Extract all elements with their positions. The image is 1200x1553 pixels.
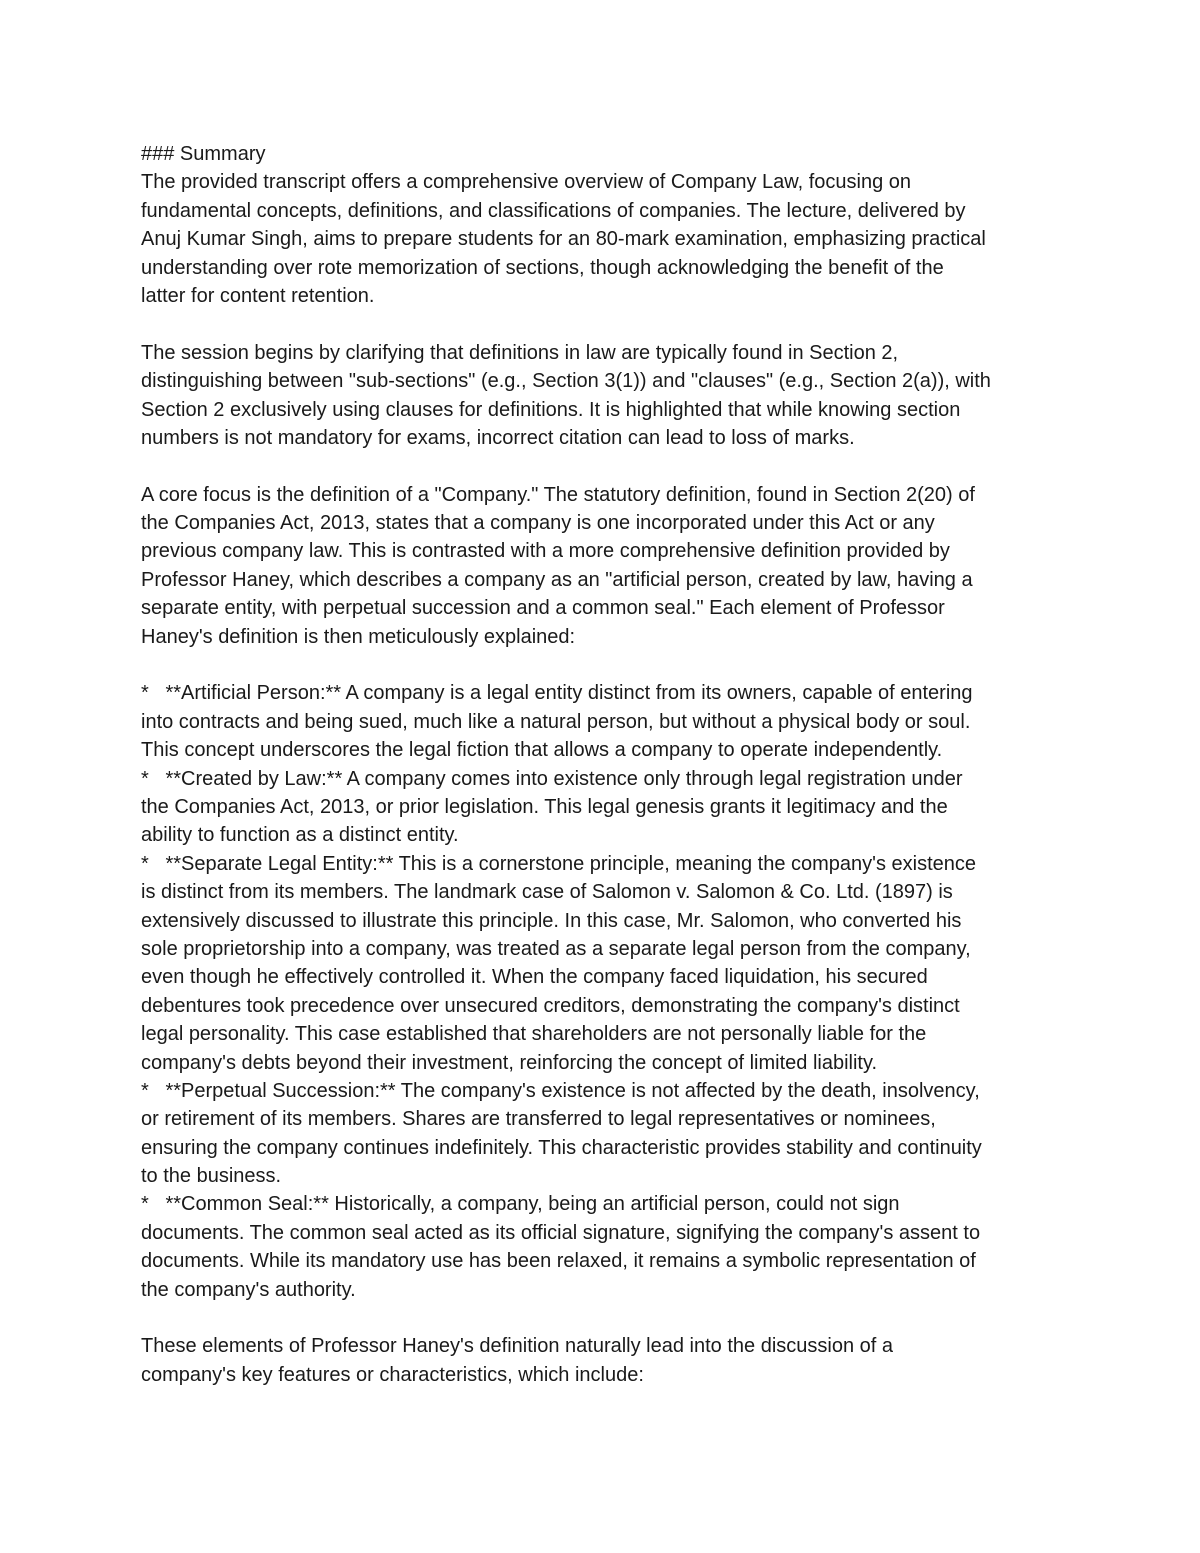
text-line: into contracts and being sued, much like a natural person, but without a physical body or soul. bbox=[141, 710, 971, 733]
text-line: ability to function as a distinct entity. bbox=[141, 824, 459, 847]
summary-section-intro bbox=[141, 140, 1071, 310]
text-line: the Companies Act, 2013, or prior legislation. This legal genesis grants it legitimacy and the bbox=[141, 795, 948, 818]
text-line: the Companies Act, 2013, states that a company is one incorporated under this Act or any bbox=[141, 512, 935, 535]
paragraph-definitions bbox=[141, 339, 1071, 453]
text-line: This concept underscores the legal fiction that allows a company to operate independently. bbox=[141, 739, 943, 762]
text-line: * **Created by Law:** A company comes into existence only through legal registration under bbox=[141, 767, 963, 790]
text-line: even though he effectively controlled it. When the company faced liquidation, his secured bbox=[141, 966, 928, 989]
text-line: sole proprietorship into a company, was treated as a separate legal person from the company, bbox=[141, 937, 971, 960]
text-line: Anuj Kumar Singh, aims to prepare students for an 80-mark examination, emphasizing practical bbox=[141, 228, 986, 251]
text-line: debentures took precedence over unsecured creditors, demonstrating the company's distinct bbox=[141, 994, 960, 1017]
text-line: documents. While its mandatory use has been relaxed, it remains a symbolic representation of bbox=[141, 1250, 976, 1273]
text-line: extensively discussed to illustrate this principle. In this case, Mr. Salomon, who converted his bbox=[141, 909, 962, 932]
text-line: * **Artificial Person:** A company is a legal entity distinct from its owners, capable of entering bbox=[141, 682, 973, 705]
text-line: the company's authority. bbox=[141, 1278, 356, 1301]
document-body bbox=[141, 140, 1071, 1389]
text-line: These elements of Professor Haney's definition naturally lead into the discussion of a bbox=[141, 1335, 894, 1358]
list-item-artificial-person bbox=[141, 679, 1071, 764]
text-line: Haney's definition is then meticulously explained: bbox=[141, 625, 576, 648]
text-line: to the business. bbox=[141, 1165, 282, 1188]
summary-heading: ### Summary bbox=[141, 143, 266, 165]
text-line: distinguishing between "sub-sections" (e.g., Section 3(1)) and "clauses" (e.g., Section 2(a)), with bbox=[141, 370, 991, 393]
text-line: * **Common Seal:** Historically, a company, being an artificial person, could not sign bbox=[141, 1193, 900, 1216]
list-item-created-by-law bbox=[141, 765, 1071, 850]
text-line: * **Separate Legal Entity:** This is a cornerstone principle, meaning the company's existence bbox=[141, 852, 977, 875]
list-item-common-seal bbox=[141, 1190, 1071, 1304]
text-line: is distinct from its members. The landmark case of Salomon v. Salomon & Co. Ltd. (1897) is bbox=[141, 881, 953, 904]
text-line: * **Perpetual Succession:** The company's existence is not affected by the death, insolvency, bbox=[141, 1079, 980, 1102]
text-line: A core focus is the definition of a "Company." The statutory definition, found in Section 2(20) of bbox=[141, 483, 975, 506]
text-line: The session begins by clarifying that definitions in law are typically found in Section 2, bbox=[141, 341, 899, 364]
text-line: Professor Haney, which describes a company as an "artificial person, created by law, having a bbox=[141, 568, 973, 591]
text-line: company's debts beyond their investment, reinforcing the concept of limited liability. bbox=[141, 1051, 878, 1074]
bullet-list bbox=[141, 679, 1071, 1304]
paragraph-company-definition bbox=[141, 481, 1071, 651]
text-line: previous company law. This is contrasted with a more comprehensive definition provided by bbox=[141, 540, 950, 563]
list-item-separate-legal-entity bbox=[141, 850, 1071, 1077]
text-line: separate entity, with perpetual succession and a common seal." Each element of Professor bbox=[141, 597, 945, 620]
text-line: numbers is not mandatory for exams, incorrect citation can lead to loss of marks. bbox=[141, 426, 855, 449]
text-line: legal personality. This case established that shareholders are not personally liable for the bbox=[141, 1023, 927, 1046]
text-line: Section 2 exclusively using clauses for definitions. It is highlighted that while knowing section bbox=[141, 398, 961, 421]
paragraph-key-features bbox=[141, 1332, 1071, 1389]
list-item-perpetual-succession bbox=[141, 1077, 1071, 1191]
text-line: documents. The common seal acted as its official signature, signifying the company's assent to bbox=[141, 1221, 981, 1244]
text-line: ensuring the company continues indefinitely. This characteristic provides stability and continuity bbox=[141, 1136, 982, 1159]
text-line: company's key features or characteristics, which include: bbox=[141, 1363, 644, 1386]
text-line: fundamental concepts, definitions, and classifications of companies. The lecture, delivered by bbox=[141, 199, 966, 222]
text-line: understanding over rote memorization of sections, though acknowledging the benefit of the bbox=[141, 256, 944, 279]
text-line: or retirement of its members. Shares are transferred to legal representatives or nominees, bbox=[141, 1108, 936, 1131]
text-line: The provided transcript offers a comprehensive overview of Company Law, focusing on bbox=[141, 171, 912, 194]
text-line: latter for content retention. bbox=[141, 284, 375, 307]
